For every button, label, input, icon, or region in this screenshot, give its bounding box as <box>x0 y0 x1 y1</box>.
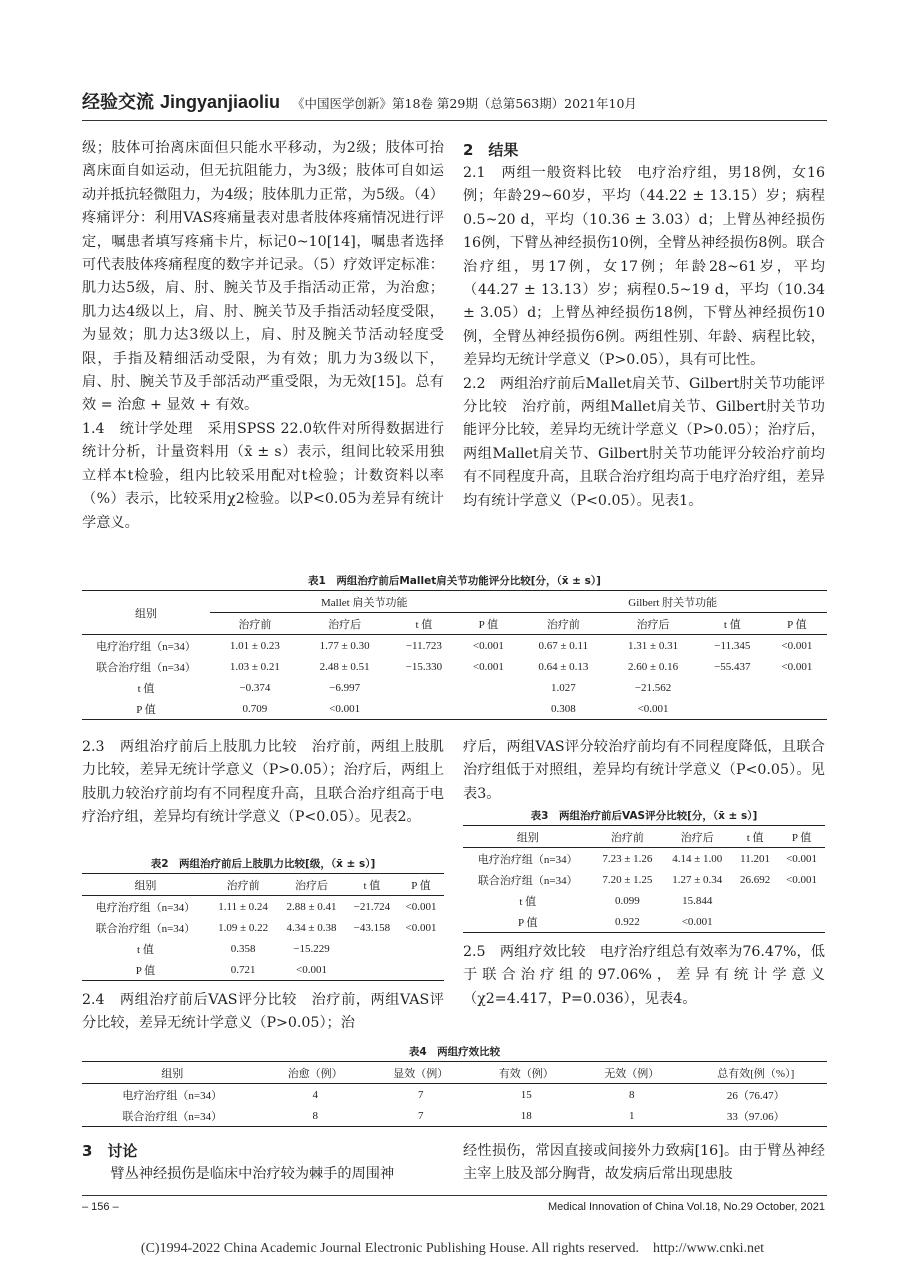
right-column-middle <box>463 736 825 806</box>
right-column-top <box>463 139 825 513</box>
table-cell <box>778 911 825 933</box>
table-cell: 电疗治疗组（n=34） <box>122 1089 223 1102</box>
table-header-cell: 组别 <box>463 826 593 848</box>
discussion-right <box>463 1140 825 1187</box>
table-row <box>82 1084 827 1106</box>
table-header-cell: 治愈（例） <box>262 1062 368 1084</box>
table1-subheader: P 值 <box>458 613 518 635</box>
left-column-top <box>82 137 444 535</box>
table-cell: 33（97.06） <box>685 1105 827 1127</box>
page-number: – 156 – <box>82 1201 119 1213</box>
table1-subheader: t 值 <box>698 613 767 635</box>
paragraph-2-4-cont: 疗后，两组VAS评分较治疗前均有不同程度降低，且联合治疗组低于对照组，差异均有统计学意义（P<0.05）。见表3。 <box>463 739 825 802</box>
table1-subheader: 治疗前 <box>518 613 608 635</box>
paragraph-discussion-cont: 经性损伤，常因直接或间接外力致病[16]。由于臂丛神经主宰上肢及部分胸背，故发病后常出现患肢 <box>463 1143 825 1183</box>
table-header-cell: 组别 <box>82 874 209 896</box>
table-cell: <0.001 <box>608 698 698 720</box>
table-cell: 0.308 <box>518 698 608 720</box>
table-cell <box>458 677 518 698</box>
table-cell: <0.001 <box>472 639 504 652</box>
table-cell: 联合治疗组（n=34） <box>477 874 578 887</box>
table-cell: <0.001 <box>277 959 345 981</box>
table4-caption: 表4 两组疗效比较 <box>408 1046 501 1058</box>
table-row <box>82 635 827 657</box>
table-cell: −15.330 <box>405 660 443 673</box>
table1-subheader: t 值 <box>389 613 458 635</box>
table-row <box>463 911 825 933</box>
table-cell <box>767 677 827 698</box>
table-cell <box>698 677 767 698</box>
table-cell <box>346 959 398 981</box>
table2-caption: 表2 两组治疗前后上肢肌力比较[级，（x̄ ± s）] <box>150 858 376 870</box>
left-column-middle <box>82 736 444 830</box>
table-header-cell: 治疗前 <box>209 874 277 896</box>
table-cell <box>398 938 444 959</box>
table-cell: −6.997 <box>329 681 361 694</box>
table-header-cell: 组别 <box>82 1062 262 1084</box>
table-header-cell: 治疗后 <box>277 874 345 896</box>
table-cell: <0.001 <box>781 639 813 652</box>
left-column-bottom <box>82 989 444 1036</box>
table-cell: −55.437 <box>714 660 751 673</box>
table-cell: 电疗治疗组（n=34） <box>477 853 578 866</box>
table2 <box>82 873 444 981</box>
table-cell: 电疗治疗组（n=34） <box>96 640 196 653</box>
table-cell: 0.67 ± 0.11 <box>538 639 589 652</box>
table1 <box>82 590 827 720</box>
table-cell: −43.158 <box>353 921 391 934</box>
table-cell: P 值 <box>82 698 210 720</box>
table-cell: 1.27 ± 0.34 <box>672 873 723 886</box>
table-cell: 1.03 ± 0.21 <box>229 660 280 673</box>
discussion-left <box>82 1140 444 1186</box>
table-cell: 7.23 ± 1.26 <box>602 852 653 865</box>
table-cell: t 值 <box>137 943 154 956</box>
table-header-cell: t 值 <box>346 874 398 896</box>
paragraph: 级；肢体可抬离床面但只能水平移动，为2级；肢体可抬离床面自如运动，但无抗阻能力，为3级；肢体可自如运动并抵抗轻微阻力，为4级；肢体肌力正常，为5级。（4）疼痛评分：利用VAS疼痛量表对患者肢体疼痛情况进行评定，嘱患者填写疼痛卡片，标记0~10[14]，嘱患者选择可代表肢体疼痛程度的数字并记录。（5）疗效评定标准：肌力达5级，肩、肘、腕关节及手指活动正常，为治愈；肌力达4级以上，肩、肘、腕关节及手指活动轻度受限，为显效；肌力达3级以上，肩、肘及腕关节活动轻度受限，手指及精细活动受限，为有效；肌力为3级以下，肩、肘、腕关节及手部活动严重受限，为无效[15]。总有效 = 治愈 + 显效 + 有效。 <box>82 140 444 414</box>
paragraph-2-5: 2.5 两组疗效比较 电疗治疗组总有效率为76.47%，低于联合治疗组的97.06%，差异有统计学意义（χ2=4.417，P=0.036），见表4。 <box>463 944 825 1007</box>
table-cell: 联合治疗组（n=34） <box>82 1105 262 1127</box>
copyright-line: (C)1994-2022 China Academic Journal Electronic Publishing House. All rights reserved. http://www.cnki.net <box>140 1241 765 1256</box>
right-column-bottom <box>463 941 825 1011</box>
table3-caption: 表3 两组治疗前后VAS评分比较[分，（x̄ ± s）] <box>530 810 758 822</box>
table-cell: 4.34 ± 0.38 <box>286 921 337 934</box>
table-cell: 0.709 <box>210 698 300 720</box>
table-cell: <0.001 <box>786 873 818 886</box>
section-heading-results: 2 结果 <box>463 141 519 159</box>
section-heading-discussion: 3 讨论 <box>82 1142 138 1160</box>
table-cell: 8 <box>629 1088 635 1101</box>
table-row <box>82 938 444 959</box>
table-row <box>463 869 825 890</box>
table-cell: 7 <box>417 1088 424 1101</box>
table-cell: 2.48 ± 0.51 <box>319 660 370 673</box>
table-cell: 1.11 ± 0.24 <box>218 900 268 913</box>
table-cell <box>398 959 444 981</box>
table-cell: 15 <box>520 1088 532 1101</box>
table-cell: 2.88 ± 0.41 <box>286 900 337 913</box>
table-cell: −21.724 <box>353 900 391 913</box>
table-row <box>82 698 827 720</box>
table-cell: −11.723 <box>405 639 442 652</box>
table-header-cell: 显效（例） <box>368 1062 474 1084</box>
table-cell: 联合治疗组（n=34） <box>96 661 196 674</box>
table-cell: 0.721 <box>209 959 277 981</box>
table-cell: 18 <box>473 1105 579 1127</box>
table-cell: 1.09 ± 0.22 <box>218 921 269 934</box>
table-cell: 7.20 ± 1.25 <box>602 873 653 886</box>
table1-subheader: 治疗后 <box>300 613 390 635</box>
table-cell <box>698 698 767 720</box>
paragraph-2-4: 2.4 两组治疗前后VAS评分比较 治疗前，两组VAS评分比较，差异无统计学意义（P>0.05）；治 <box>82 992 444 1032</box>
table-cell: P 值 <box>82 959 209 981</box>
table1-subheader: 治疗后 <box>608 613 698 635</box>
table-cell <box>732 911 778 933</box>
table-row <box>82 896 444 918</box>
table-cell: 0.64 ± 0.13 <box>538 660 589 673</box>
paragraph-2-1: 2.1 两组一般资料比较 电疗治疗组，男18例，女16例；年龄29~60岁，平均（44.22 ± 13.15）岁；病程0.5~20 d，平均（10.36 ± 3.03）d；上臂丛神经损伤16例，下臂丛神经损伤10例，全臂丛神经损伤8例。联合治疗组，男17例，女17例；年龄28~61岁，平均（44.27 ± 13.13）岁；病程0.5~19 d，平均（10.34 ± 3.05）d；上臂丛神经损伤18例，下臂丛神经损伤10例，全臂丛神经损伤6例。两组性别、年龄、病程比较，差异均无统计学意义（P>0.05），具有可比性。 <box>463 165 825 369</box>
table1-mallet-header: Mallet 肩关节功能 <box>210 591 518 613</box>
table-header-cell: 治疗前 <box>593 826 663 848</box>
paragraph-discussion: 臂丛神经损伤是临床中治疗较为棘手的周围神 <box>110 1166 395 1182</box>
table-row <box>82 677 827 698</box>
table-cell: <0.001 <box>405 900 437 913</box>
table4 <box>82 1061 827 1127</box>
table-cell: <0.001 <box>300 698 390 720</box>
table-cell: 7 <box>368 1105 474 1127</box>
section-pinyin: Jingyanjiaoliu <box>160 92 281 112</box>
table-cell: 0.922 <box>593 911 663 933</box>
table-cell: −0.374 <box>239 681 271 694</box>
table1-subheader: P 值 <box>767 613 827 635</box>
table-row <box>463 848 825 870</box>
table-cell: −11.345 <box>714 639 751 652</box>
table-row <box>82 656 827 677</box>
table-cell: 电疗治疗组（n=34） <box>95 901 196 914</box>
table-cell: 11.201 <box>740 852 771 865</box>
table-cell: 1.01 ± 0.23 <box>229 639 280 652</box>
table-cell: <0.001 <box>786 852 818 865</box>
table-header-cell: P 值 <box>778 826 825 848</box>
table-cell <box>732 890 778 911</box>
table-header-cell: 无效（例） <box>579 1062 685 1084</box>
paragraph-2-2: 2.2 两组治疗前后Mallet肩关节、Gilbert肘关节功能评分比较 治疗前，两组Mallet肩关节、Gilbert肘关节功能评分比较，差异均无统计学意义（P>0.05）；治疗后，两组Mallet肩关节、Gilbert肘关节功能评分较治疗前均有不同程度升高，且联合治疗组均高于电疗治疗组，差异均有统计学意义（P<0.05）。见表1。 <box>463 375 825 509</box>
header-rule <box>82 120 827 121</box>
table3 <box>463 825 825 933</box>
table-header-cell: 治疗后 <box>662 826 732 848</box>
table-cell: 26.692 <box>739 873 771 886</box>
table-cell <box>389 698 458 720</box>
table-row <box>82 917 444 938</box>
table-header-cell: P 值 <box>398 874 444 896</box>
table1-caption: 表1 两组治疗前后Mallet肩关节功能评分比较[分，（x̄ ± s）] <box>308 575 601 587</box>
table-cell: <0.001 <box>472 660 504 673</box>
table-cell: 4.14 ± 1.00 <box>672 852 723 865</box>
table1-group-header: 组别 <box>82 591 210 635</box>
table-cell: 联合治疗组（n=34） <box>95 922 196 935</box>
table-cell: 15.844 <box>682 894 713 907</box>
table-cell: <0.001 <box>781 660 813 673</box>
table-cell: 26（76.47） <box>726 1089 785 1102</box>
paragraph-2-3: 2.3 两组治疗前后上肢肌力比较 治疗前，两组上肢肌力比较，差异无统计学意义（P>0.05）；治疗后，两组上肢肌力较治疗前均有不同程度升高，且联合治疗组高于电疗治疗组，差异均有统计学意义（P<0.05）。见表2。 <box>82 739 444 826</box>
table-cell: t 值 <box>137 682 155 695</box>
table-cell <box>389 677 458 698</box>
table-cell: −15.229 <box>293 942 330 955</box>
table-cell <box>767 698 827 720</box>
table-cell: <0.001 <box>405 921 437 934</box>
table-row <box>82 1105 827 1127</box>
table-cell <box>346 938 398 959</box>
table-cell <box>458 698 518 720</box>
table-cell: <0.001 <box>662 911 732 933</box>
table-header-cell: 有效（例） <box>473 1062 579 1084</box>
footer-rule <box>82 1195 827 1196</box>
table-header-cell: t 值 <box>732 826 778 848</box>
table-row <box>82 959 444 981</box>
table-cell: −21.562 <box>634 681 672 694</box>
running-header <box>82 88 827 118</box>
table-cell: 1.027 <box>550 681 576 694</box>
table-cell: 1.77 ± 0.30 <box>319 639 370 652</box>
table-cell: 1.31 ± 0.31 <box>628 639 679 652</box>
table-cell: 2.60 ± 0.16 <box>628 660 679 673</box>
table1-subheader: 治疗前 <box>210 613 300 635</box>
table-row <box>463 890 825 911</box>
table-cell: 4 <box>312 1088 318 1101</box>
table-cell: P 值 <box>463 911 593 933</box>
table-cell: 0.358 <box>230 942 256 955</box>
table1-gilbert-header: Gilbert 肘关节功能 <box>518 591 827 613</box>
table-header-cell: 总有效[例（%）] <box>685 1062 827 1084</box>
table-cell: 8 <box>262 1105 368 1127</box>
journal-footer: Medical Innovation of China Vol.18, No.29 October, 2021 <box>547 1201 825 1213</box>
table-cell: 1 <box>579 1105 685 1127</box>
paragraph-1-4: 1.4 统计学处理 采用SPSS 22.0软件对所得数据进行统计分析，计量资料用（x̄ ± s）表示，组间比较采用独立样本t检验，组内比较采用配对t检验；计数资料以率（%）表示，比较采用χ2检验。以P<0.05为差异有统计学意义。 <box>82 420 444 531</box>
table-cell: 0.099 <box>615 894 640 907</box>
table-cell <box>778 890 825 911</box>
journal-issue: 《中国医学创新》第18卷 第29期（总第563期）2021年10月 <box>292 96 637 111</box>
section-label: 经验交流 <box>82 92 154 113</box>
table-cell: t 值 <box>519 895 537 908</box>
